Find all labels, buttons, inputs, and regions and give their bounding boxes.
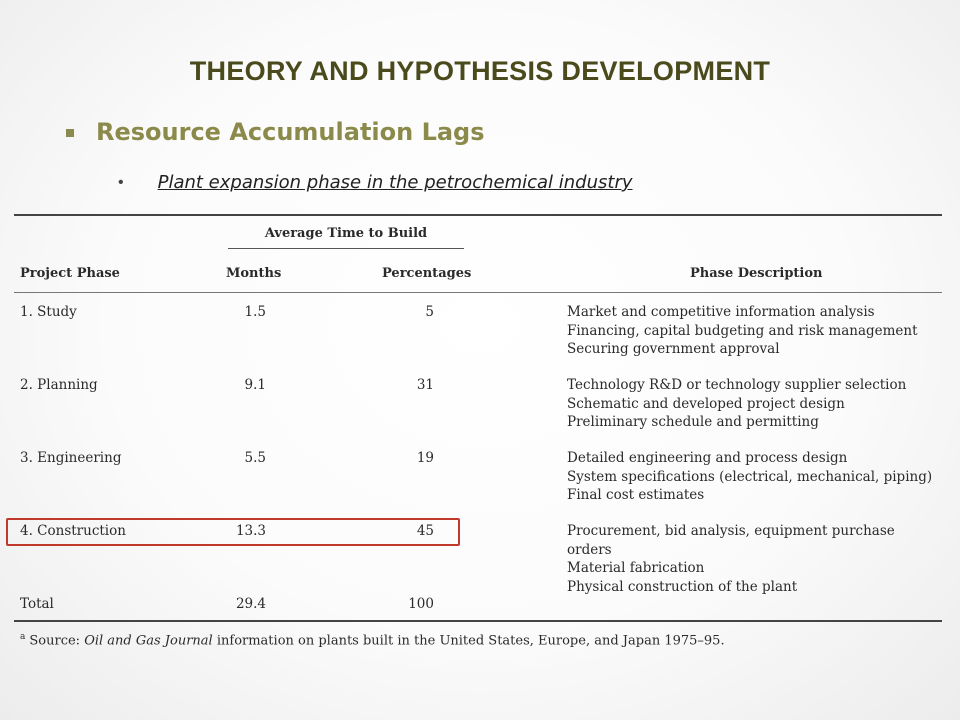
col-header-months: Months bbox=[226, 266, 282, 281]
main-bullet-text: Resource Accumulation Lags bbox=[96, 118, 485, 146]
desc-line: Procurement, bid analysis, equipment purchase orders bbox=[567, 523, 895, 558]
row-months: 13.3 bbox=[235, 523, 266, 539]
group-header-rule bbox=[228, 248, 464, 249]
desc-line: Securing government approval bbox=[567, 341, 780, 357]
phase-table bbox=[14, 212, 942, 652]
col-header-description: Phase Description bbox=[690, 266, 823, 281]
row-description bbox=[567, 449, 932, 505]
slide-title: THEORY AND HYPOTHESIS DEVELOPMENT bbox=[189, 56, 771, 86]
dot-bullet-icon: • bbox=[118, 173, 124, 191]
footnote-marker: a bbox=[20, 632, 26, 642]
row-pct: 5 bbox=[425, 304, 434, 320]
sub-bullet bbox=[118, 172, 633, 193]
desc-line: Technology R&D or technology supplier selection bbox=[567, 377, 907, 393]
row-months: 1.5 bbox=[244, 304, 266, 320]
row-pct: 31 bbox=[416, 377, 434, 393]
desc-line: Market and competitive information analysis bbox=[567, 304, 875, 320]
group-header: Average Time to Build bbox=[264, 226, 428, 241]
row-months: 5.5 bbox=[244, 450, 266, 466]
footnote-prefix: Source: bbox=[29, 633, 85, 649]
desc-line: System specifications (electrical, mechanical, piping) bbox=[567, 468, 933, 485]
main-bullet bbox=[66, 118, 485, 146]
desc-line: Material fabrication bbox=[567, 560, 705, 576]
col-header-phase: Project Phase bbox=[20, 266, 120, 281]
table-bottom-rule bbox=[14, 620, 942, 622]
row-phase: 1. Study bbox=[20, 304, 77, 320]
row-description bbox=[567, 303, 918, 359]
row-pct: 19 bbox=[416, 450, 434, 466]
footnote-rest: information on plants built in the United States, Europe, and Japan 1975–95. bbox=[212, 633, 725, 649]
footnote-source: Oil and Gas Journal bbox=[84, 633, 213, 649]
desc-line: Physical construction of the plant bbox=[567, 578, 798, 595]
total-months: 29.4 bbox=[235, 596, 266, 612]
table-top-rule bbox=[14, 214, 942, 216]
row-phase: 4. Construction bbox=[20, 523, 126, 539]
col-header-percentages: Percentages bbox=[382, 266, 472, 281]
total-label: Total bbox=[20, 596, 54, 612]
header-rule bbox=[14, 292, 942, 293]
square-bullet-icon bbox=[66, 129, 74, 137]
row-phase: 2. Planning bbox=[20, 377, 98, 393]
row-phase: 3. Engineering bbox=[20, 450, 122, 466]
row-months: 9.1 bbox=[244, 377, 266, 393]
desc-line: Financing, capital budgeting and risk management bbox=[567, 322, 918, 339]
desc-line: Detailed engineering and process design bbox=[567, 450, 848, 466]
row-pct: 45 bbox=[416, 523, 434, 539]
row-description bbox=[567, 376, 906, 432]
sub-bullet-text: Plant expansion phase in the petrochemical industry bbox=[157, 172, 633, 193]
desc-line: Final cost estimates bbox=[567, 487, 705, 503]
desc-line: Schematic and developed project design bbox=[567, 395, 845, 412]
row-description bbox=[567, 522, 942, 596]
desc-line: Preliminary schedule and permitting bbox=[567, 414, 819, 430]
total-pct: 100 bbox=[408, 596, 434, 612]
table-footnote bbox=[20, 632, 725, 648]
